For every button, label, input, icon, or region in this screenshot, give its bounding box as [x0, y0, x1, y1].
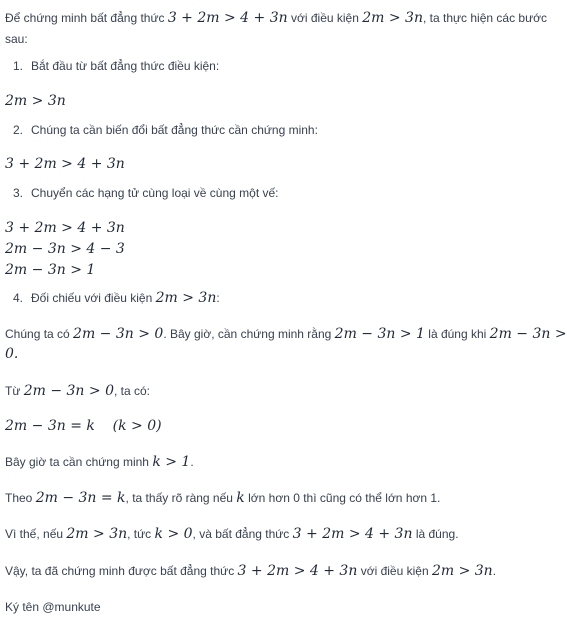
math-inline: 2m − 3n > 0 [23, 383, 114, 399]
step-1 [13, 58, 219, 74]
intro-text-2: với điều kiện [287, 11, 363, 25]
step-number: 3. [13, 186, 24, 200]
step-text: Bắt đầu từ bất đẳng thức điều kiện: [31, 59, 220, 73]
text: , và bất đẳng thức [192, 527, 293, 541]
math-inline: k > 1 [152, 454, 191, 470]
intro-line-2: sau: [5, 32, 28, 46]
text: lớn hơn 0 thì cũng có thể lớn hơn 1. [244, 491, 441, 505]
step-3 [13, 185, 279, 201]
math-inline: 2m − 3n > [489, 326, 567, 342]
math-inline: 2m − 3n = k [35, 490, 126, 506]
text: Từ [5, 384, 24, 398]
equation-k: 2m − 3n = k (k > 0) [5, 418, 162, 434]
step-4-condition: 2m > 3n [155, 290, 217, 306]
text: Chúng ta có [5, 327, 74, 341]
step-2 [13, 122, 318, 138]
text: , tức [127, 527, 155, 541]
intro-condition: 2m > 3n [362, 10, 423, 26]
math-inline: 2m > 3n [431, 563, 493, 579]
signature: Ký tên @munkute [5, 600, 101, 614]
step-text: Đối chiếu với điều kiện [31, 291, 156, 305]
math-inline: 2m > 3n [66, 526, 128, 542]
step-4 [13, 290, 220, 306]
step-number: 2. [13, 123, 24, 137]
text: . [190, 455, 194, 469]
intro-inequality: 3 + 2m > 4 + 3n [167, 10, 288, 26]
paragraph-from [5, 383, 150, 399]
step-1-math: 2m > 3n [5, 93, 66, 109]
text: với điều kiện [357, 564, 432, 578]
text: là đúng. [412, 527, 459, 541]
step-number: 4. [13, 291, 24, 305]
intro-text: Để chứng minh bất đẳng thức [5, 11, 168, 25]
math-inline: k [236, 490, 245, 506]
step-3-math-1: 3 + 2m > 4 + 3n [5, 220, 125, 236]
math-inline: 0. [5, 346, 19, 362]
text: , ta có: [113, 384, 151, 398]
step-text: Chúng ta cần biến đổi bất đẳng thức cần chứng minh: [31, 123, 318, 137]
step-3-math-2: 2m − 3n > 4 − 3 [5, 241, 125, 257]
step-3-math-3: 2m − 3n > 1 [5, 262, 96, 278]
text: Vì thế, nếu [5, 527, 67, 541]
paragraph-thus [5, 526, 459, 542]
step-2-math: 3 + 2m > 4 + 3n [5, 156, 125, 172]
math-inline: 2m − 3n > 1 [334, 326, 425, 342]
step-number: 1. [13, 59, 24, 73]
text: Theo [5, 491, 36, 505]
text: là đúng khi [424, 327, 490, 341]
text: . [492, 564, 497, 578]
intro-text-3: , ta thực hiện các bước [422, 11, 547, 25]
paragraph-need [5, 454, 194, 470]
paragraph-conclusion [5, 563, 496, 579]
math-inline: 3 + 2m > 4 + 3n [292, 526, 413, 542]
text: , ta thấy rõ ràng nếu [125, 491, 237, 505]
paragraph-have-line-1 [5, 326, 567, 342]
math-inline: k > 0 [154, 526, 193, 542]
math-inline: 3 + 2m > 4 + 3n [237, 563, 358, 579]
intro-line-1 [5, 10, 547, 26]
step-text: Chuyển các hạng tử cùng loại về cùng một vế: [31, 186, 279, 200]
step-text-end: : [216, 291, 220, 305]
math-inline: 2m − 3n > 0 [73, 326, 164, 342]
text: Vậy, ta đã chứng minh được bất đẳng thức [5, 564, 238, 578]
text: . Bây giờ, cần chứng minh rằng [163, 327, 335, 341]
text: Bây giờ ta cần chứng minh [5, 455, 153, 469]
paragraph-theo [5, 490, 440, 506]
paragraph-have-line-2 [5, 346, 18, 362]
